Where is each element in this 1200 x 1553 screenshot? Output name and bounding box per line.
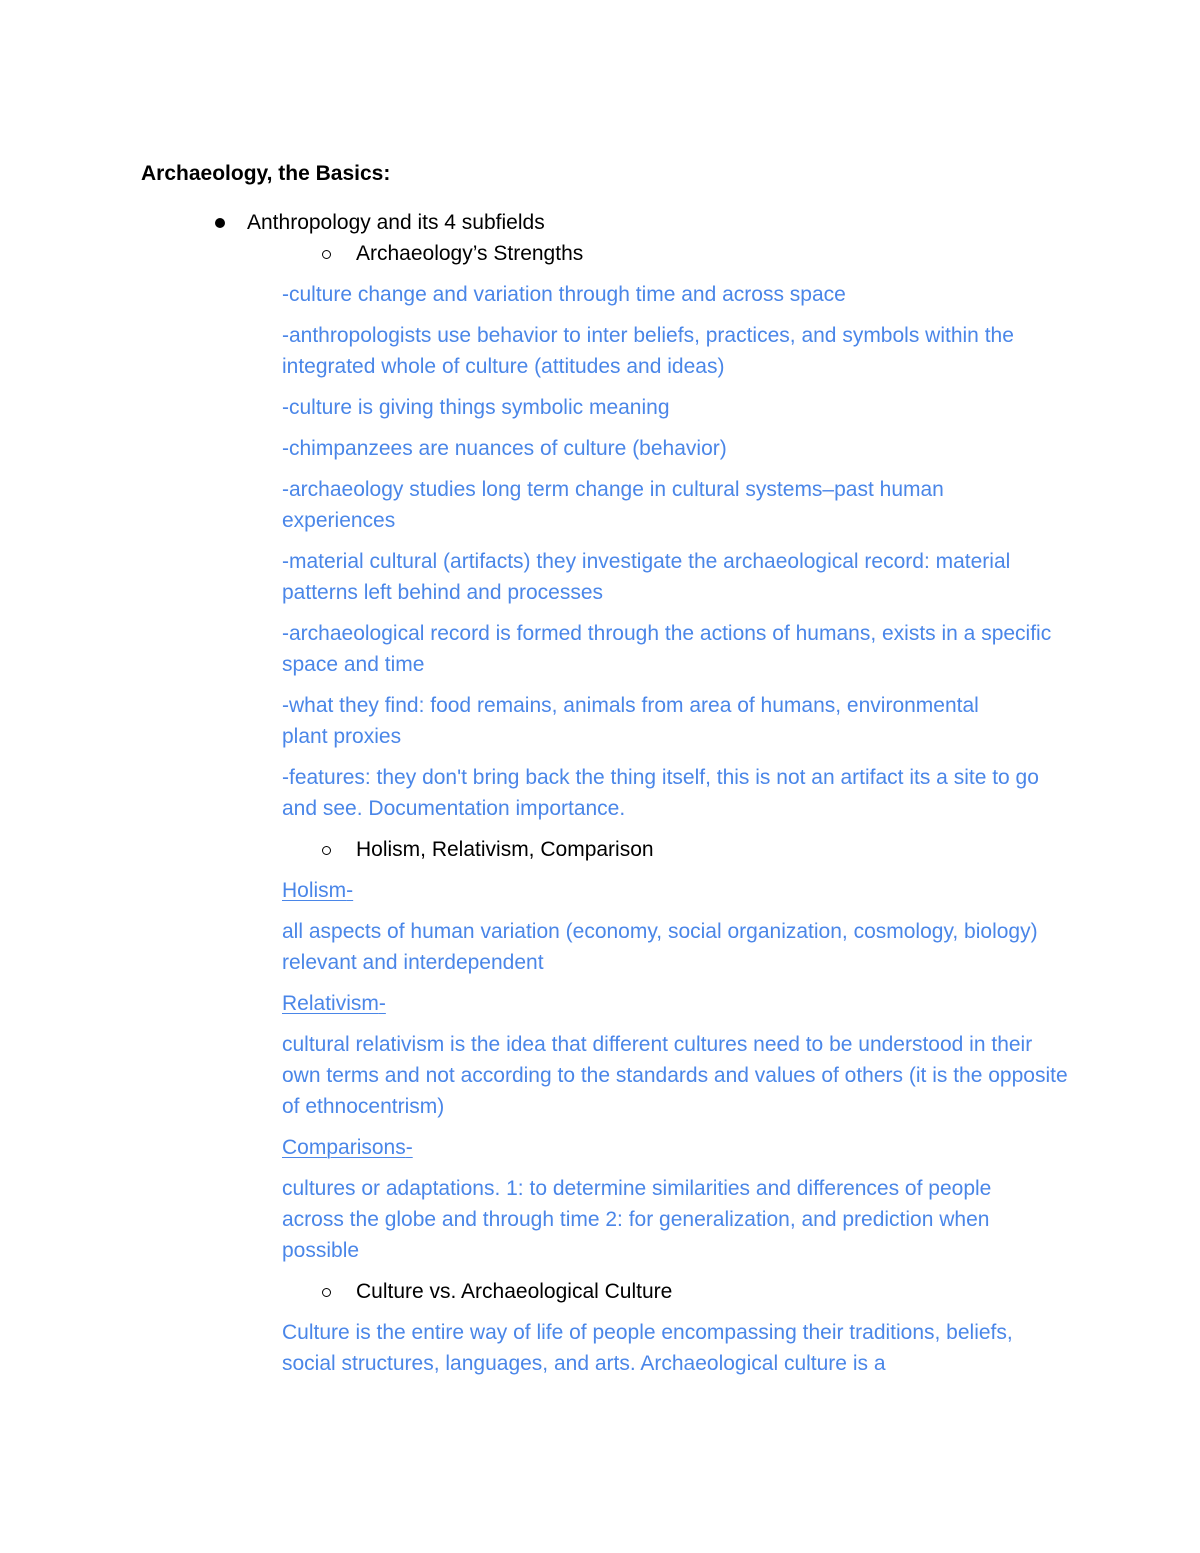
note-text: -culture is giving things symbolic meaning <box>282 396 670 419</box>
note-text: -features: they don't bring back the thing itself, this is not an artifact its a site to go and see. Documentation importance. <box>282 766 1039 820</box>
filled-bullet-icon <box>215 218 225 228</box>
note-text: -culture change and variation through time and across space <box>282 283 846 306</box>
hollow-bullet-icon <box>322 846 331 855</box>
holism-heading: Holism- <box>282 879 354 902</box>
comparisons-text: cultures or adaptations. 1: to determine similarities and differences of people across the globe and through time 2: for generalization, and prediction when possible <box>282 1177 992 1262</box>
note-text: -archaeology studies long term change in cultural systems–past human experiences <box>282 478 944 532</box>
relativism-heading: Relativism- <box>282 992 386 1015</box>
sublist-item-culture: Culture vs. Archaeological Culture <box>356 1280 673 1303</box>
comparisons-heading: Comparisons- <box>282 1136 413 1159</box>
page-title: Archaeology, the Basics: <box>141 162 391 185</box>
sublist-item-holism: Holism, Relativism, Comparison <box>356 838 654 861</box>
sublist-item-strengths: Archaeology’s Strengths <box>356 242 584 265</box>
hollow-bullet-icon <box>322 250 331 259</box>
relativism-text: cultural relativism is the idea that different cultures need to be understood in their own terms and not according to the standards and values of others (it is the opposite of ethnocentrism) <box>282 1033 1068 1118</box>
note-text: -material cultural (artifacts) they investigate the archaeological record: material patterns left behind and processes <box>282 550 1011 604</box>
holism-text: all aspects of human variation (economy, social organization, cosmology, biology) relevant and interdependent <box>282 920 1038 974</box>
hollow-bullet-icon <box>322 1288 331 1297</box>
culture-text: Culture is the entire way of life of people encompassing their traditions, beliefs, social structures, languages, and arts. Archaeological culture is a <box>282 1321 1013 1375</box>
note-text: -chimpanzees are nuances of culture (behavior) <box>282 437 727 460</box>
note-text: -what they find: food remains, animals from area of humans, environmental plant proxies <box>282 694 979 748</box>
note-text: -archaeological record is formed through the actions of humans, exists in a specific space and time <box>282 622 1052 676</box>
list-item-subfields: Anthropology and its 4 subfields <box>247 211 545 234</box>
note-text: -anthropologists use behavior to inter beliefs, practices, and symbols within the integrated whole of culture (attitudes and ideas) <box>282 324 1014 378</box>
